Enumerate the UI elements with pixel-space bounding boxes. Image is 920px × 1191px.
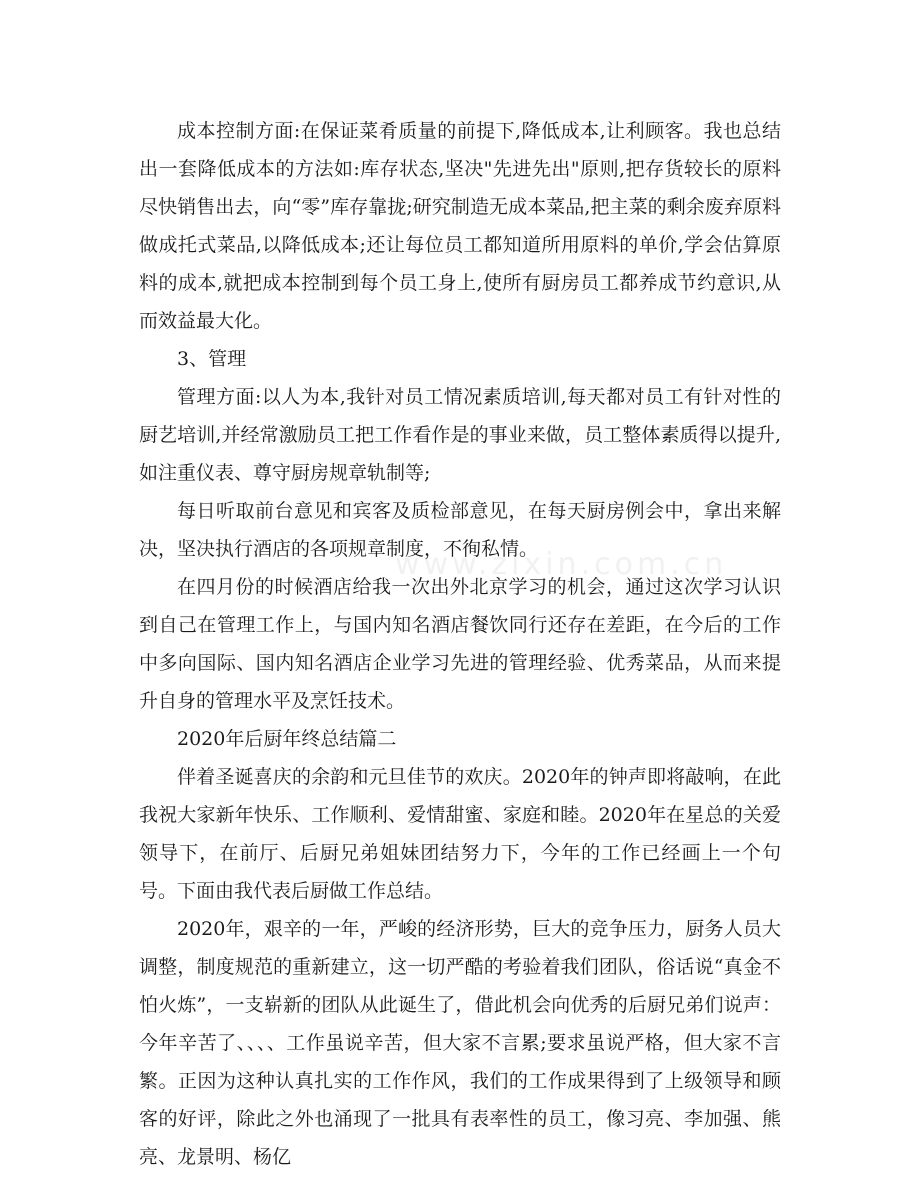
section-heading-management: 3、管理 [177,348,247,370]
watermark: www.zixin.com.cn [395,547,728,582]
paragraph-beijing-study: 在四月份的时候酒店给我一次出外北京学习的机会，通过这次学习认识到自己在管理工作上，与国内知名酒店餐饮同行还存在差距，在今后的工作中多向国际、国内知名酒店企业学习先进的管理经验、优秀菜品，从而来提升自身的管理水平及烹饪技术。 [139,576,781,712]
paragraph-cost-control: 成本控制方面:在保证菜肴质量的前提下,降低成本,让利顾客。我也总结出一套降低成本的方法如:库存状态,坚决"先进先出"原则,把存货较长的原料尽快销售出去，向“零”库存靠拢;研究制造无成本菜品,把主菜的剩余废弃原料做成托式菜品,以降低成本;还让每位员工都知道所用原料的单价,学会估算原料的成本,就把成本控制到每个员工身上,使所有厨房员工都养成节约意识,从而效益最大化。 [139,120,781,332]
paragraph-year-review: 2020年，艰辛的一年，严峻的经济形势，巨大的竞争压力，厨务人员大调整，制度规范的重新建立，这一切严酷的考验着我们团队，俗话说“真金不怕火炼”，一支崭新的团队从此诞生了，借此机会向优秀的后厨兄弟们说声：今年辛苦了、、、、工作虽说辛苦，但大家不言累;要求虽说严格，但大家不言繁。正因为这种认真扎实的工作作风，我们的工作成果得到了上级领导和顾客的好评，除此之外也涌现了一批具有表率性的员工，像习亮、李加强、熊亮、龙景明、杨亿 [139,918,781,1168]
document-body [139,112,781,1176]
paragraph-daily-feedback: 每日听取前台意见和宾客及质检部意见，在每天厨房例会中，拿出来解决，坚决执行酒店的各项规章制度，不徇私情。 [139,500,781,560]
paragraph-holiday-greeting: 伴着圣诞喜庆的余韵和元旦佳节的欢庆。2020年的钟声即将敲响，在此我祝大家新年快乐、工作顺利、爱情甜蜜、家庭和睦。2020年在星总的关爱领导下，在前厅、后厨兄弟姐妹团结努力下，今年的工作已经画上一个句号。下面由我代表后厨做工作总结。 [139,766,781,902]
paragraph-management: 管理方面:以人为本,我针对员工情况素质培训,每天都对员工有针对性的厨艺培训,并经常激励员工把工作看作是的事业来做，员工整体素质得以提升,如注重仪表、尊守厨房规章轨制等; [139,386,781,484]
article-2-title: 2020年后厨年终总结篇二 [177,728,397,750]
